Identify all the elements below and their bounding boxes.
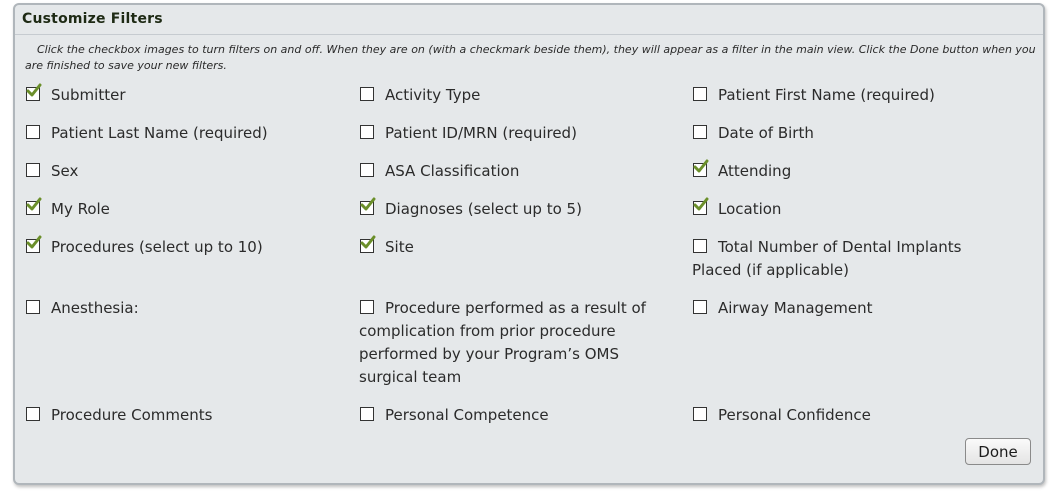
filter-item-sex [25, 160, 345, 183]
instructions-text: Click the checkbox images to turn filters on and off. When they are on (with a checkmark beside them), they will appear as a filter in the main view. Click the Done button when you are finished to save your new filters. [25, 43, 1036, 72]
filter-label: My Role [51, 200, 110, 218]
filter-label: Procedure Comments [51, 406, 213, 424]
filter-label: Anesthesia: [51, 299, 139, 317]
filter-label: Patient ID/MRN (required) [385, 124, 577, 142]
filter-item-submitter [25, 84, 345, 107]
checkmark-icon [692, 196, 710, 214]
filter-label: Location [718, 200, 782, 218]
dialog-title: Customize Filters [22, 11, 163, 27]
filter-label: Date of Birth [718, 124, 814, 142]
filter-label: Personal Confidence [718, 406, 871, 424]
filter-item-date-of-birth [692, 122, 1012, 145]
checkmark-icon [25, 82, 43, 100]
filter-checkbox[interactable] [693, 407, 707, 421]
filter-label: Patient Last Name (required) [51, 124, 268, 142]
filter-checkbox[interactable] [360, 87, 374, 101]
filter-label: Procedure performed as a result of complication from prior procedure performed by your Program’s OMS surgical team [359, 299, 646, 386]
filter-checkbox[interactable] [26, 201, 40, 215]
checkmark-icon [25, 196, 43, 214]
filter-item-attending [692, 160, 1012, 183]
filter-checkbox[interactable] [693, 201, 707, 215]
filter-label: Activity Type [385, 86, 481, 104]
done-button[interactable]: Done [965, 438, 1031, 465]
filter-label: Submitter [51, 86, 126, 104]
filter-item-patient-first-name [692, 84, 1012, 107]
dialog-header [15, 5, 1043, 35]
filter-checkbox[interactable] [693, 87, 707, 101]
filter-item-airway-management [692, 297, 1012, 320]
filter-item-dental-implants [692, 236, 997, 282]
filter-checkbox[interactable] [693, 300, 707, 314]
filter-item-site [359, 236, 679, 259]
filter-item-patient-last-name [25, 122, 345, 145]
filter-item-anesthesia [25, 297, 345, 320]
filter-item-asa-classification [359, 160, 679, 183]
filter-checkbox[interactable] [360, 300, 374, 314]
filter-label: Procedures (select up to 10) [51, 238, 263, 256]
checkmark-icon [25, 234, 43, 252]
filter-checkbox[interactable] [26, 300, 40, 314]
checkmark-icon [692, 158, 710, 176]
filter-item-location [692, 198, 1012, 221]
filter-checkbox[interactable] [26, 407, 40, 421]
customize-filters-dialog [13, 3, 1045, 485]
filter-checkbox[interactable] [26, 163, 40, 177]
filter-checkbox[interactable] [26, 125, 40, 139]
filter-item-my-role [25, 198, 345, 221]
filter-item-procedure-comments [25, 404, 345, 427]
filter-item-personal-competence [359, 404, 679, 427]
filter-checkbox[interactable] [360, 201, 374, 215]
filter-label: Patient First Name (required) [718, 86, 935, 104]
filter-checkbox[interactable] [360, 163, 374, 177]
filter-item-procedures [25, 236, 345, 259]
filter-item-diagnoses [359, 198, 679, 221]
filter-checkbox[interactable] [360, 239, 374, 253]
filter-checkbox[interactable] [26, 87, 40, 101]
filter-label: Diagnoses (select up to 5) [385, 200, 582, 218]
filter-checkbox[interactable] [693, 163, 707, 177]
filter-checkbox[interactable] [693, 239, 707, 253]
filter-label: Sex [51, 162, 79, 180]
filter-item-procedure-complication [359, 297, 674, 389]
filter-item-patient-id-mrn [359, 122, 679, 145]
filter-item-personal-confidence [692, 404, 1012, 427]
checkmark-icon [359, 196, 377, 214]
filter-checkbox[interactable] [360, 125, 374, 139]
filter-label: Airway Management [718, 299, 873, 317]
filter-label: ASA Classification [385, 162, 520, 180]
filter-checkbox[interactable] [26, 239, 40, 253]
filter-label: Site [385, 238, 414, 256]
checkmark-icon [359, 234, 377, 252]
filter-checkbox[interactable] [693, 125, 707, 139]
filter-label: Personal Competence [385, 406, 549, 424]
filter-item-activity-type [359, 84, 679, 107]
filter-checkbox[interactable] [360, 407, 374, 421]
filter-label: Total Number of Dental Implants Placed (if applicable) [692, 238, 962, 279]
filter-label: Attending [718, 162, 792, 180]
